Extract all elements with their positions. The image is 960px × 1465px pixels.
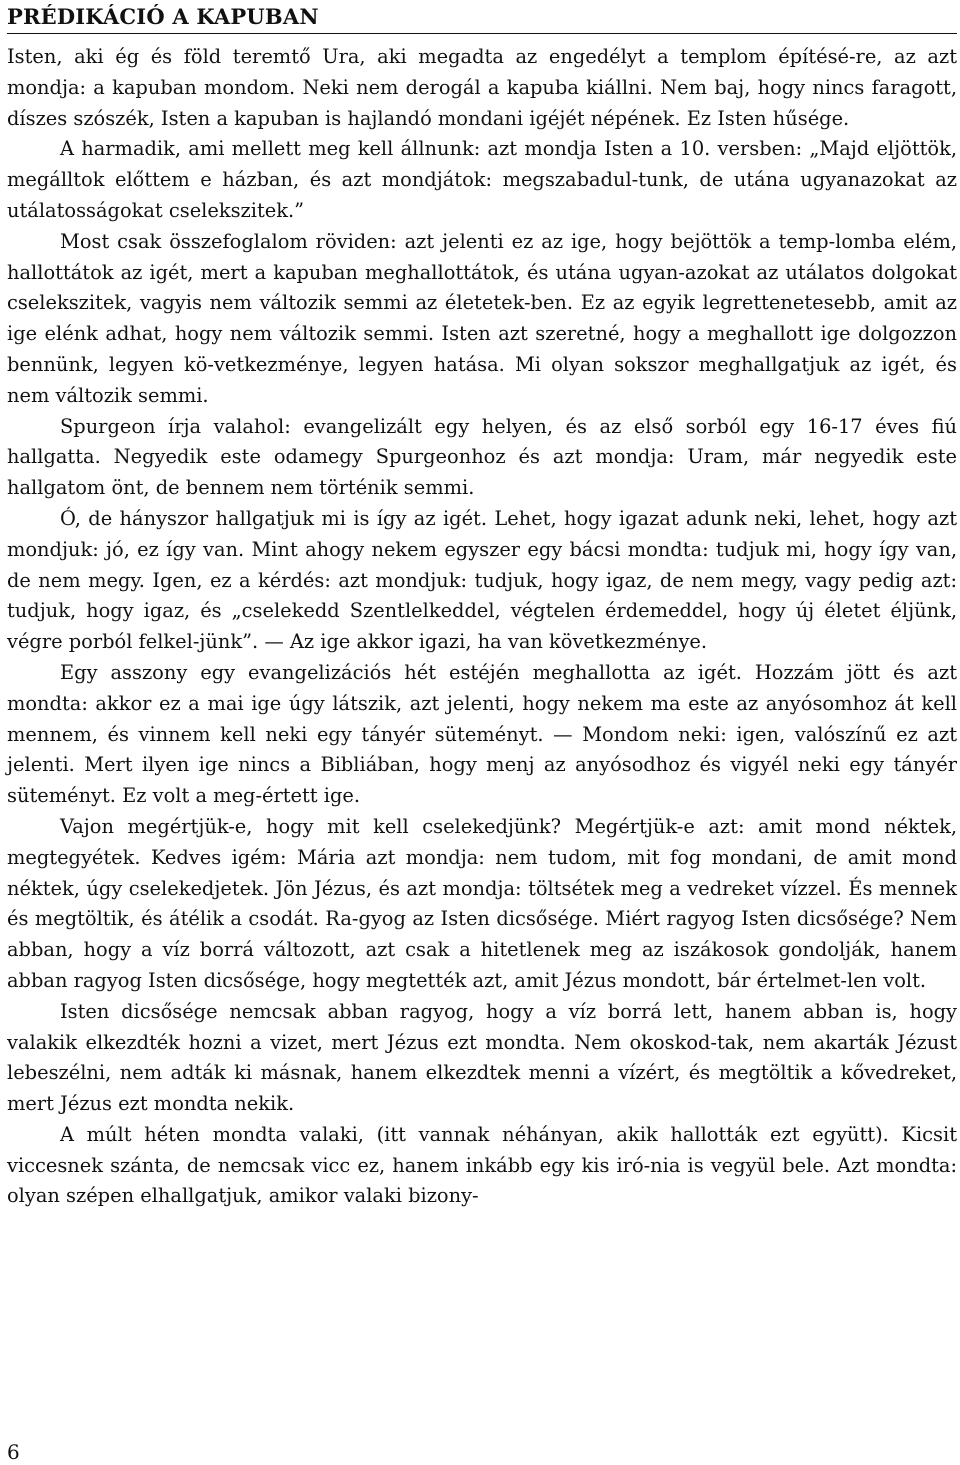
document-page (7, 0, 957, 1212)
body-text (7, 42, 957, 1212)
paragraph-2: A harmadik, ami mellett meg kell állnunk: azt mondja Isten a 10. versben: „Majd eljöttök, megálltok előttem e házban, és azt mondjátok: megszabadul-tunk, de utána ugyanazokat az utálatosságokat cselekszitek.” (7, 137, 957, 222)
page-title: PRÉDIKÁCIÓ A KAPUBAN (7, 4, 319, 29)
paragraph-3: Most csak összefoglalom röviden: azt jelenti ez az ige, hogy bejöttök a temp-lomba elém, hallottátok az igét, mert a kapuban meghallottátok, és utána ugyan-azokat az utálatos dolgokat cselekszitek, vagyis nem változik semmi az életetek-ben. Ez az egyik legrettenetesebb, amit az ige elénk adhat, hogy nem változik semmi. Isten azt szeretné, hogy a meghallott ige dolgozzon bennünk, legyen kö-vetkezménye, legyen hatása. Mi olyan sokszor meghallgatjuk az igét, és nem változik semmi. (7, 229, 957, 407)
paragraph-9: A múlt héten mondta valaki, (itt vannak néhányan, akik hallották ezt együtt). Kicsit viccesnek szánta, de nemcsak vicc ez, hanem inkább egy kis iró-nia is vegyül bele. Azt mondta: olyan szépen elhallgatjuk, amikor valaki bizony- (7, 1122, 957, 1208)
paragraph-5: Ó, de hányszor hallgatjuk mi is így az igét. Lehet, hogy igazat adunk neki, lehet, hogy azt mondjuk: jó, ez így van. Mint ahogy nekem egyszer egy bácsi mondta: tudjuk mi, hogy így van, de nem megy. Igen, ez a kérdés: azt mondjuk: tudjuk, hogy igaz, de nem megy, vagy pedig azt: tudjuk, hogy igaz, és „cselekedd Szentlelkeddel, végtelen érdemeddel, hogy új életet éljünk, végre porból felkel-jünk”. — Az ige akkor igazi, ha van következménye. (7, 506, 957, 654)
page-number: 6 (7, 1440, 20, 1464)
paragraph-1: Isten, aki ég és föld teremtő Ura, aki megadta az engedélyt a templom építésé-re, az azt mondja: a kapuban mondom. Neki nem derogál a kapuba kiállni. Nem baj, hogy nincs faragott, díszes szószék, Isten a kapuban is hajlandó mondani igéjét népének. Ez Isten hűsége. (7, 45, 957, 130)
paragraph-6: Egy asszony egy evangelizációs hét estéjén meghallotta az igét. Hozzám jött és azt mondta: akkor ez a mai ige úgy látszik, azt jelenti, hogy nekem ma este az anyósomhoz át kell mennem, és vinnem kell neki egy tányér süteményt. — Mondom neki: igen, valószínű ez azt jelenti. Mert ilyen ige nincs a Bibliában, hogy menj az anyósodhoz és vigyél neki egy tányér süteményt. Ez volt a meg-értett ige. (7, 660, 957, 808)
paragraph-4: Spurgeon írja valahol: evangelizált egy helyen, és az első sorból egy 16-17 éves fiú hallgatta. Negyedik este odamegy Spurgeonhoz és azt mondja: Uram, már negyedik este hallgatom önt, de bennem nem történik semmi. (7, 414, 957, 500)
page-header (7, 4, 957, 34)
paragraph-8: Isten dicsősége nemcsak abban ragyog, hogy a víz borrá lett, hanem abban is, hogy valakik elkezdték hozni a vizet, mert Jézus ezt mondta. Nem okoskod-tak, nem akarták Jézust lebeszélni, nem adták ki másnak, hanem elkezdtek menni a vízért, és megtöltik a kővedreket, mert Jézus ezt mondta nekik. (7, 999, 957, 1116)
paragraph-7: Vajon megértjük-e, hogy mit kell cselekedjünk? Megértjük-e azt: amit mond néktek, megtegyétek. Kedves igém: Mária azt mondja: nem tudom, mit fog mondani, de amit mond néktek, úgy cselekedjetek. Jön Jézus, és azt mondja: töltsétek meg a vedreket vízzel. És mennek és megtöltik, és átélik a csodát. Ra-gyog az Isten dicsősége. Miért ragyog Isten dicsősége? Nem abban, hogy a víz borrá változott, azt csak a hitetlenek meg az iszákosok gondolják, hanem abban ragyog Isten dicsősége, hogy megtették azt, amit Jézus mondott, bár értelmet-len volt. (7, 814, 957, 992)
